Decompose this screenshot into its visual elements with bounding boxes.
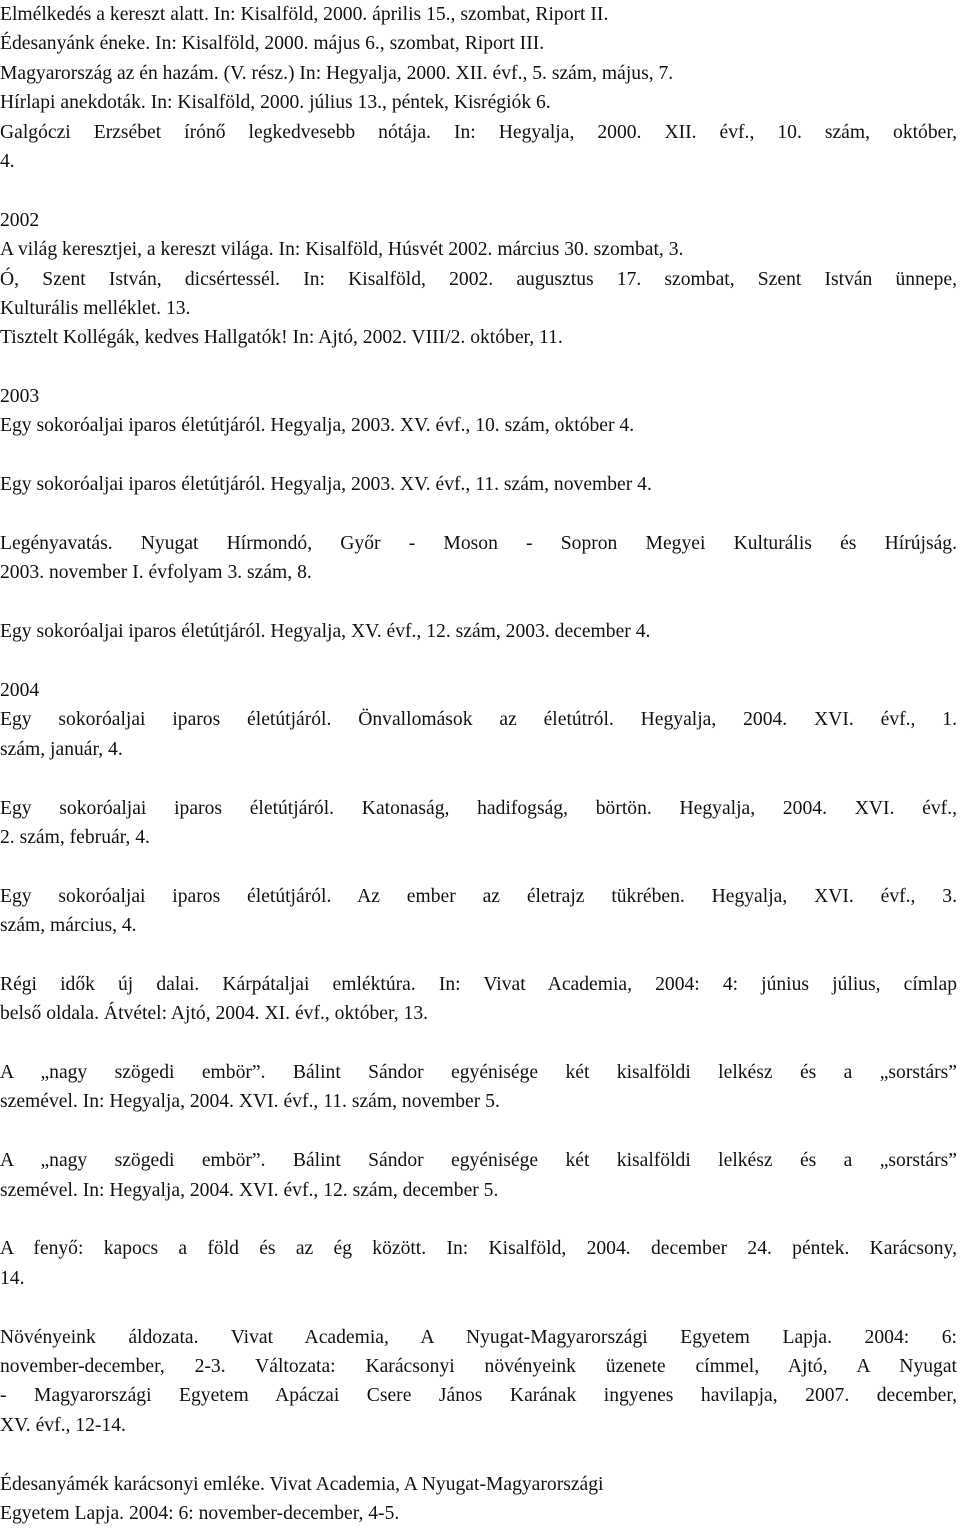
entry-line: Édesanyámék karácsonyi emléke. Vivat Academia, A Nyugat-Magyarországi	[0, 1473, 604, 1495]
entry-gap	[0, 764, 957, 793]
entry-gap	[0, 852, 957, 881]
entry-gap	[0, 500, 957, 529]
entry-gap	[0, 441, 957, 470]
entry-gap	[0, 1205, 957, 1234]
entry-line: Elmélkedés a kereszt alatt. In: Kisalföld, 2000. április 15., szombat, Riport II.	[0, 4, 609, 25]
entry-line: Egy sokoróaljai iparos életútjáról. Az ember az életrajz tükrében. Hegyalja, XVI. évf., 3.	[0, 885, 957, 907]
entry-line: 14.	[0, 1267, 25, 1289]
entry-gap	[0, 941, 957, 970]
entry-line: Egy sokoróaljai iparos életútjáról. Hegyalja, 2003. XV. évf., 11. szám, november 4.	[0, 474, 652, 496]
entry-line: XV. évf., 12-14.	[0, 1414, 126, 1436]
entry-line: Növényeink áldozata. Vivat Academia, A Nyugat-Magyarországi Egyetem Lapja. 2004: 6:	[0, 1326, 957, 1348]
entry-line: november-december, 2-3. Változata: Karácsonyi növényeink üzenete címmel, Ajtó, A Nyugat	[0, 1355, 957, 1377]
year-heading-2004: 2004	[0, 679, 40, 701]
entry-line: Magyarország az én hazám. (V. rész.) In: Hegyalja, 2000. XII. évf., 5. szám, május, 7.	[0, 62, 674, 84]
section-gap	[0, 176, 957, 205]
entry-line: A „nagy szögedi embör”. Bálint Sándor egyénisége két kisalföldi lelkész és a „sorstárs”	[0, 1062, 957, 1084]
entry-line: Egy sokoróaljai iparos életútjáról. Hegyalja, 2003. XV. évf., 10. szám, október 4.	[0, 415, 635, 437]
entry-line: szám, január, 4.	[0, 738, 123, 760]
entry-line: Egy sokoróaljai iparos életútjáról. Önvallomások az életútról. Hegyalja, 2004. XVI. évf., 1.	[0, 709, 957, 731]
entries-2004	[0, 676, 957, 1528]
entries-2002	[0, 206, 957, 353]
entries-2003	[0, 382, 957, 647]
entries-2000	[0, 0, 957, 176]
year-heading-2002: 2002	[0, 209, 40, 231]
entry-line: szám, március, 4.	[0, 915, 137, 937]
entry-line: Hírlapi anekdoták. In: Kisalföld, 2000. július 13., péntek, Kisrégiók 6.	[0, 92, 551, 114]
entry-line: Galgóczi Erzsébet írónő legkedvesebb nótája. In: Hegyalja, 2000. XII. évf., 10. szám, október,	[0, 121, 957, 143]
entry-line: A „nagy szögedi embör”. Bálint Sándor egyénisége két kisalföldi lelkész és a „sorstárs”	[0, 1150, 957, 1172]
entry-line: Egy sokoróaljai iparos életútjáról. Hegyalja, XV. évf., 12. szám, 2003. december 4.	[0, 621, 651, 643]
entry-gap	[0, 1117, 957, 1146]
entry-line: 2. szám, február, 4.	[0, 826, 150, 848]
entry-line: Tisztelt Kollégák, kedves Hallgatók! In: Ajtó, 2002. VIII/2. október, 11.	[0, 327, 563, 349]
entry-line: 2003. november I. évfolyam 3. szám, 8.	[0, 562, 312, 584]
entry-line: Egy sokoróaljai iparos életútjáról. Katonaság, hadifogság, börtön. Hegyalja, 2004. XVI. évf.,	[0, 797, 957, 819]
entry-line: szemével. In: Hegyalja, 2004. XVI. évf., 12. szám, december 5.	[0, 1179, 499, 1201]
entry-gap	[0, 1440, 957, 1469]
entry-line: Ó, Szent István, dicsértessél. In: Kisalföld, 2002. augusztus 17. szombat, Szent István ünnepe,	[0, 268, 957, 290]
section-gap	[0, 647, 957, 676]
entry-gap	[0, 1029, 957, 1058]
entry-line: 4.	[0, 150, 15, 172]
entry-line: Régi idők új dalai. Kárpátaljai emléktúra. In: Vivat Academia, 2004: 4: június július, címlap	[0, 973, 957, 995]
entry-line: Egyetem Lapja. 2004: 6: november-december, 4-5.	[0, 1502, 400, 1524]
entry-line: A világ keresztjei, a kereszt világa. In: Kisalföld, Húsvét 2002. március 30. szombat, 3.	[0, 239, 684, 261]
entry-line: A fenyő: kapocs a föld és az ég között. In: Kisalföld, 2004. december 24. péntek. Karácsony,	[0, 1238, 957, 1260]
year-heading-2003: 2003	[0, 386, 40, 408]
entry-gap	[0, 1293, 957, 1322]
entry-line: belső oldala. Átvétel: Ajtó, 2004. XI. évf., október, 13.	[0, 1003, 429, 1025]
entry-line: Legényavatás. Nyugat Hírmondó, Győr - Moson - Sopron Megyei Kulturális és Hírújság.	[0, 533, 957, 555]
section-gap	[0, 353, 957, 382]
entry-line: Édesanyánk éneke. In: Kisalföld, 2000. május 6., szombat, Riport III.	[0, 33, 545, 55]
entry-line: - Magyarországi Egyetem Apáczai Csere János Karának ingyenes havilapja, 2007. december,	[0, 1385, 957, 1407]
entry-line: Kulturális melléklet. 13.	[0, 297, 191, 319]
entry-gap	[0, 588, 957, 617]
entry-line: szemével. In: Hegyalja, 2004. XVI. évf., 11. szám, november 5.	[0, 1091, 500, 1113]
